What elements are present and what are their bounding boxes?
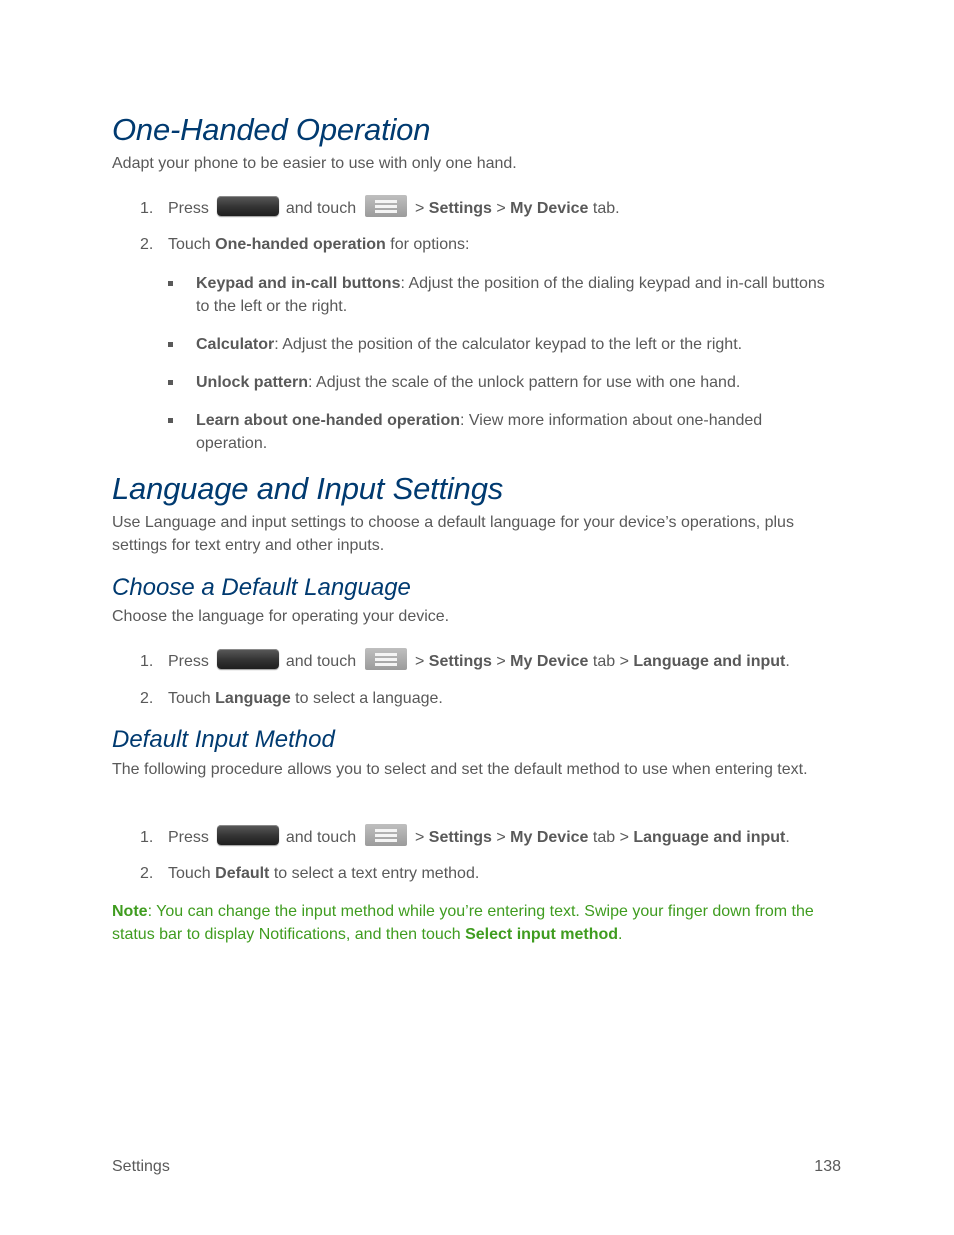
step-text: tab. bbox=[592, 200, 620, 217]
separator: > bbox=[415, 653, 425, 670]
step-text: and touch bbox=[285, 200, 357, 217]
step-text: to select a language. bbox=[295, 690, 443, 707]
bullet-icon bbox=[168, 418, 173, 423]
step-text: Press bbox=[168, 200, 209, 217]
settings-label: Settings bbox=[428, 200, 492, 217]
step-1-default-input bbox=[140, 824, 840, 849]
step-text: Touch bbox=[168, 865, 211, 882]
step-text: Touch bbox=[168, 690, 211, 707]
step-text: . bbox=[785, 653, 790, 670]
step-number: 2. bbox=[140, 865, 154, 882]
step-number: 2. bbox=[140, 690, 154, 707]
separator: > bbox=[496, 653, 506, 670]
select-input-method-label: Select input method bbox=[465, 926, 619, 943]
heading-default-input-method: Default Input Method bbox=[112, 726, 335, 753]
settings-label: Settings bbox=[428, 829, 492, 846]
language-and-input-label: Language and input bbox=[633, 653, 786, 670]
note-label: Note bbox=[112, 903, 148, 920]
list-item bbox=[168, 333, 828, 356]
home-key-icon bbox=[217, 649, 279, 669]
settings-label: Settings bbox=[428, 653, 492, 670]
my-device-label: My Device bbox=[510, 829, 589, 846]
bullet-text: : View more information about one-handed operation. bbox=[196, 412, 763, 452]
bullet-icon bbox=[168, 342, 173, 347]
step-2-choose-language bbox=[140, 687, 840, 710]
step-1-choose-language bbox=[140, 648, 840, 673]
my-device-label: My Device bbox=[510, 653, 589, 670]
step-text: Press bbox=[168, 653, 209, 670]
step-text: tab > bbox=[592, 829, 629, 846]
bullet-icon bbox=[168, 281, 173, 286]
bullet-label: Unlock pattern bbox=[196, 374, 309, 391]
step-number: 1. bbox=[140, 653, 154, 670]
language-and-input-label: Language and input bbox=[633, 829, 786, 846]
footer-section-name: Settings bbox=[112, 1158, 170, 1175]
step-number: 1. bbox=[140, 829, 154, 846]
menu-key-icon bbox=[365, 195, 407, 217]
step-1-one-handed bbox=[140, 195, 840, 220]
step-2-default-input bbox=[140, 862, 840, 885]
footer-page-number: 138 bbox=[814, 1158, 841, 1175]
bullet-text: : Adjust the position of the dialing keypad and in-call buttons to the left or the right. bbox=[196, 275, 825, 315]
language-label: Language bbox=[215, 690, 291, 707]
step-text: tab > bbox=[592, 653, 629, 670]
list-item bbox=[168, 272, 828, 318]
heading-language-input-settings: Language and Input Settings bbox=[112, 471, 504, 506]
bullet-label: Learn about one-handed operation bbox=[196, 412, 461, 429]
intro-language-input: Use Language and input settings to choose a default language for your device’s operations, plus settings for text entry and other inputs. bbox=[112, 514, 794, 554]
note-end: . bbox=[618, 926, 623, 943]
step-number: 2. bbox=[140, 236, 154, 253]
bullet-text: : Adjust the scale of the unlock pattern for use with one hand. bbox=[308, 374, 741, 391]
separator: > bbox=[415, 829, 425, 846]
step-text: to select a text entry method. bbox=[273, 865, 480, 882]
bullet-text: : Adjust the position of the calculator keypad to the left or the right. bbox=[274, 336, 743, 353]
list-item bbox=[168, 371, 828, 394]
note-callout bbox=[112, 900, 852, 946]
bullet-icon bbox=[168, 380, 173, 385]
menu-key-icon bbox=[365, 648, 407, 670]
one-handed-operation-label: One-handed operation bbox=[215, 236, 386, 253]
home-key-icon bbox=[217, 825, 279, 845]
step-text: Press bbox=[168, 829, 209, 846]
step-text: Touch bbox=[168, 236, 211, 253]
bullet-label: Calculator bbox=[196, 336, 275, 353]
my-device-label: My Device bbox=[510, 200, 589, 217]
menu-key-icon bbox=[365, 824, 407, 846]
home-key-icon bbox=[217, 196, 279, 216]
note-text: : You can change the input method while you’re entering text. Swipe your finger down from the status bar to display Notifications, and then touch bbox=[112, 903, 814, 943]
default-label: Default bbox=[215, 865, 270, 882]
intro-default-input: The following procedure allows you to select and set the default method to use when entering text. bbox=[112, 761, 808, 778]
heading-choose-default-language: Choose a Default Language bbox=[112, 574, 411, 601]
intro-choose-language: Choose the language for operating your device. bbox=[112, 608, 450, 625]
separator: > bbox=[415, 200, 425, 217]
step-text: and touch bbox=[285, 653, 357, 670]
step-text: for options: bbox=[390, 236, 470, 253]
list-item bbox=[168, 409, 828, 455]
step-text: and touch bbox=[285, 829, 357, 846]
bullet-label: Keypad and in-call buttons bbox=[196, 275, 401, 292]
intro-one-handed: Adapt your phone to be easier to use with only one hand. bbox=[112, 155, 517, 172]
heading-one-handed-operation: One-Handed Operation bbox=[112, 112, 431, 147]
step-number: 1. bbox=[140, 200, 154, 217]
step-text: . bbox=[785, 829, 790, 846]
step-2-one-handed bbox=[140, 233, 840, 256]
separator: > bbox=[496, 829, 506, 846]
separator: > bbox=[496, 200, 506, 217]
